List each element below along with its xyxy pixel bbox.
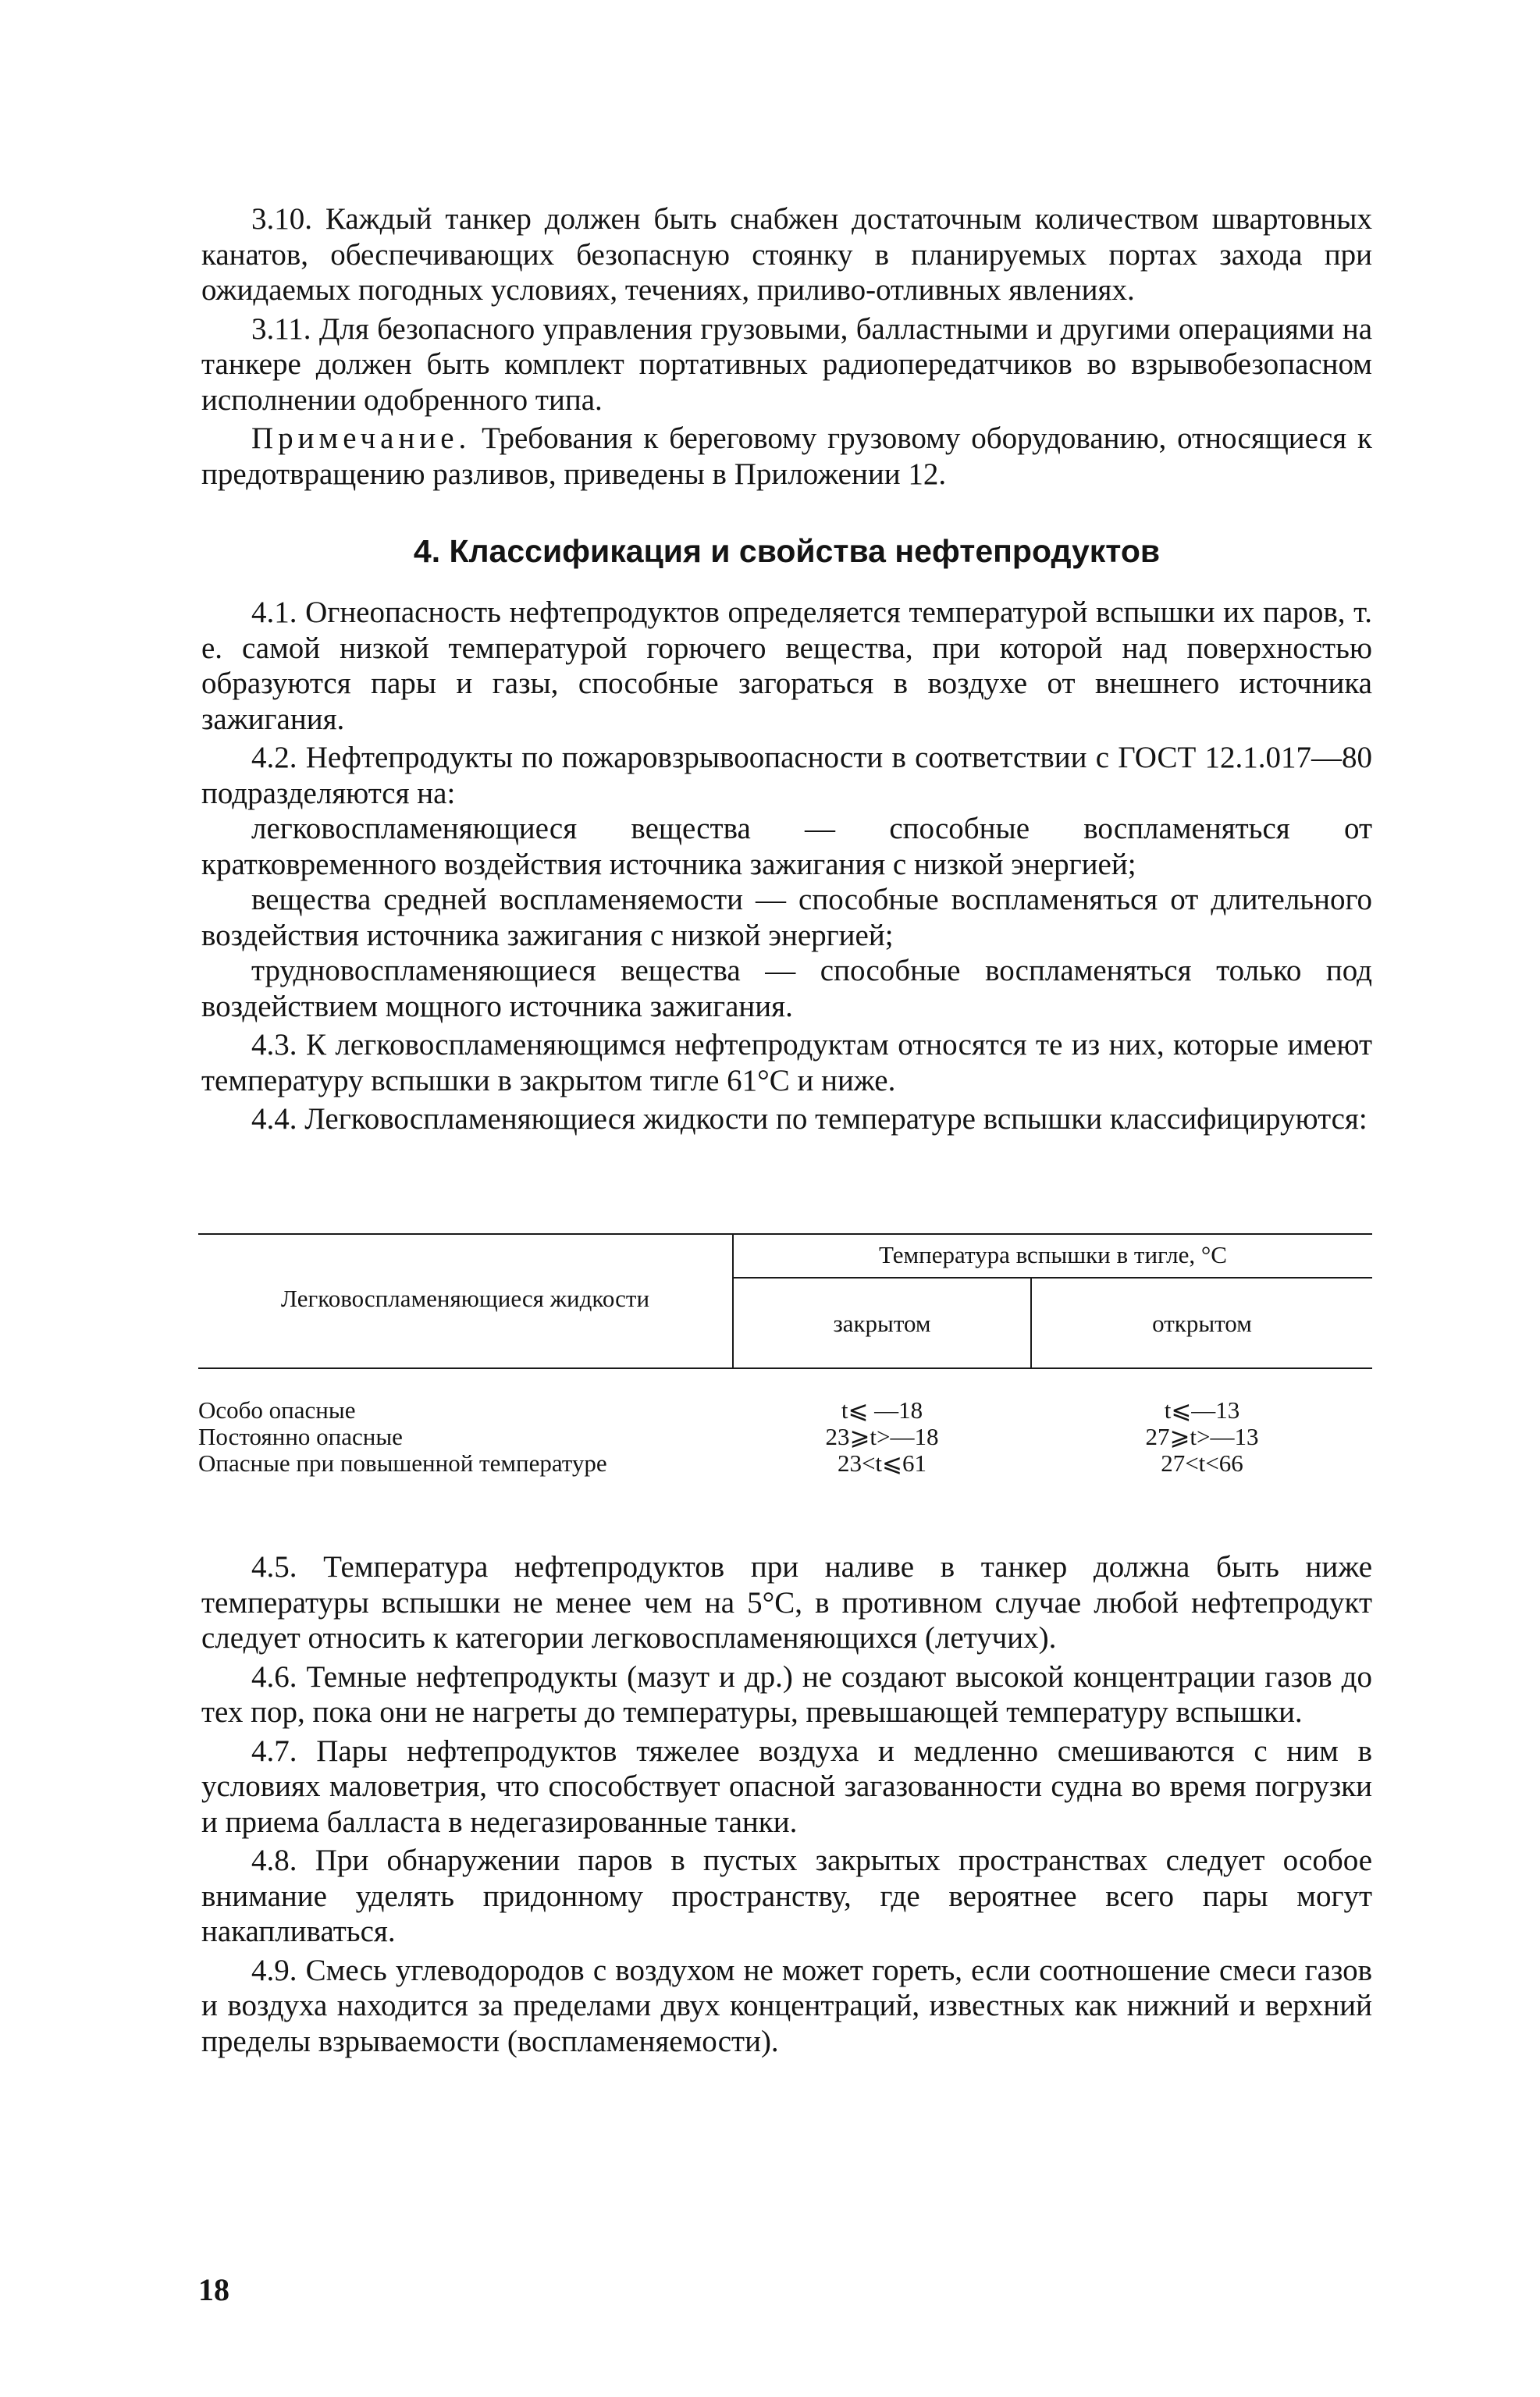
paragraph-4-4: 4.4. Легковоспламеняющиеся жидкости по температуре вспышки классифицируются: xyxy=(251,1102,1368,1136)
paragraph-3-11: 3.11. Для безопасного управления грузовыми, балластными и другими операциями на танкере должен быть комплект портативных радиопередатчиков во взрывобезопасном исполнении одобренного типа. xyxy=(201,311,1372,417)
paragraph-4-2: 4.2. Нефтепродукты по пожаровзрывоопасности в соответствии с ГОСТ 12.1.017—80 подразделяются на: xyxy=(201,741,1372,810)
table-row-open: 27⩾t>—13 xyxy=(1145,1423,1259,1450)
table-header-bottom-rule xyxy=(198,1367,1372,1369)
table-group-rule xyxy=(732,1277,1372,1279)
table-top-rule xyxy=(198,1233,1372,1235)
table-col-header: Легковоспламеняющиеся жидкости xyxy=(280,1285,650,1312)
top-text-block xyxy=(201,201,1372,492)
table-sub-header-open: открытом xyxy=(1152,1310,1252,1337)
page-number: 18 xyxy=(198,2272,229,2307)
paragraph-4-2-item-2: вещества средней воспламеняемости — способные воспламеняться от длительного воздействия источника зажигания с низкой энергией; xyxy=(201,883,1372,952)
bottom-text-block xyxy=(201,1549,1372,2059)
table-group-header: Температура вспышки в тигле, °С xyxy=(879,1241,1227,1268)
paragraph-4-5: 4.5. Температура нефтепродуктов при наливе в танкер должна быть ниже температуры вспышки не менее чем на 5°С, в противном случае любой нефтепродукт следует относить к категории легковоспламеняющихся (летучих). xyxy=(201,1550,1372,1655)
flash-point-table xyxy=(198,1233,1372,1522)
table-sub-header-closed: закрытом xyxy=(833,1310,931,1337)
note-label: Примечание. xyxy=(251,421,471,455)
paragraph-3-10: 3.10. Каждый танкер должен быть снабжен достаточным количеством швартовных канатов, обеспечивающих безопасную стоянку в планируемых портах захода при ожидаемых погодных условиях, течениях, приливо-отливных явлениях. xyxy=(201,202,1372,307)
paragraph-4-8: 4.8. При обнаружении паров в пустых закрытых пространствах следует особое внимание уделять придонному пространству, где вероятнее всего пары могут накапливаться. xyxy=(201,1844,1372,1948)
paragraph-4-7: 4.7. Пары нефтепродуктов тяжелее воздуха и медленно смешиваются с ним в условиях маловетрия, что способствует опасной загазованности судна во время погрузки и приема балласта в недегазированные танки. xyxy=(201,1734,1372,1839)
table-row-name: Постоянно опасные xyxy=(198,1423,403,1450)
paragraph-4-3: 4.3. К легковоспламеняющимся нефтепродуктам относятся те из них, которые имеют температуру вспышки в закрытом тигле 61°С и ниже. xyxy=(201,1028,1372,1097)
table-row-open: 27<t<66 xyxy=(1161,1449,1243,1477)
note-text: Требования к береговому грузовому оборудованию, относящиеся к предотвращению разливов, приведены в Приложении 12. xyxy=(201,421,1372,491)
note-paragraph xyxy=(201,421,1372,492)
section-heading-wrap xyxy=(201,533,1372,569)
paragraph-4-6: 4.6. Темные нефтепродукты (мазут и др.) не создают высокой концентрации газов до тех пор, пока они не нагреты до температуры, превышающей температуру вспышки. xyxy=(201,1659,1372,1729)
table-row-open: t⩽—13 xyxy=(1164,1396,1240,1424)
paragraph-4-1: 4.1. Огнеопасность нефтепродуктов определяется температурой вспышки их паров, т. е. самой низкой температурой горючего вещества, при которой над поверхностью образуются пары и газы, способные загораться в воздухе от внешнего источника зажигания. xyxy=(201,596,1372,736)
table-row-name: Особо опасные xyxy=(198,1396,356,1424)
table-row-name: Опасные при повышенной температуре xyxy=(198,1449,607,1477)
paragraph-4-9: 4.9. Смесь углеводородов с воздухом не может гореть, если соотношение смеси газов и воздуха находится за пределами двух концентраций, известных как нижний и верхний пределы взрываемости (воспламеняемости). xyxy=(201,1953,1372,2058)
table-row-closed: t⩽ —18 xyxy=(841,1396,923,1424)
table-row-closed: 23⩾t>—18 xyxy=(825,1423,939,1450)
section-heading: 4. Классификация и свойства нефтепродуктов xyxy=(413,533,1161,569)
section-text-block xyxy=(201,595,1372,1137)
paragraph-4-2-item-1: легковоспламеняющиеся вещества — способные воспламеняться от кратковременного воздействия источника зажигания с низкой энергией; xyxy=(201,812,1372,881)
paragraph-4-2-item-3: трудновоспламеняющиеся вещества — способные воспламеняться только под воздействием мощного источника зажигания. xyxy=(201,954,1372,1023)
table-row-closed: 23<t⩽61 xyxy=(837,1449,927,1477)
